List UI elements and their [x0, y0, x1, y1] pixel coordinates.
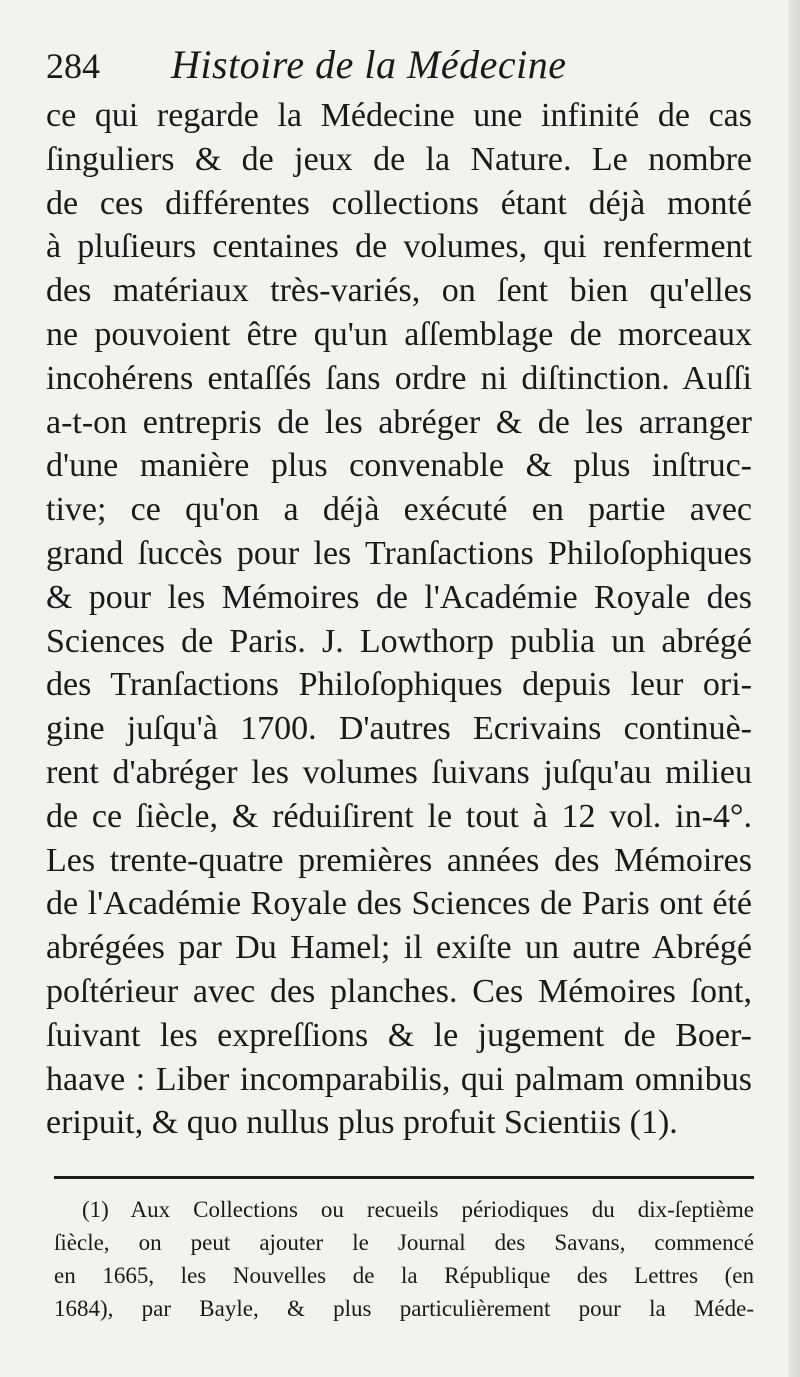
footnote — [54, 1193, 754, 1325]
text-line: gine juſqu'à 1700. D'autres Ecrivains continuè- — [46, 710, 752, 748]
text-line: des Tranſactions Philoſophiques depuis leur ori- — [46, 666, 752, 704]
footnote-line: ſiècle, on peut ajouter le Journal des Savans, commencé — [54, 1230, 754, 1255]
text-line: à pluſieurs centaines de volumes, qui renferment — [46, 228, 752, 266]
text-line: d'une manière plus convenable & plus inſtruc- — [46, 447, 752, 485]
text-line: de ce ſiècle, & réduiſirent le tout à 12 vol. in-4°. — [46, 797, 752, 835]
page-number: 284 — [46, 46, 100, 86]
page-edge-shadow — [788, 0, 800, 1377]
running-title: Histoire de la Médecine — [171, 42, 567, 87]
text-line: ſinguliers & de jeux de la Nature. Le nombre — [46, 140, 752, 178]
text-line: ce qui regarde la Médecine une infinité de cas — [46, 97, 752, 134]
text-line: incohérens entaſſés ſans ordre ni diſtinction. Auſſi — [46, 359, 752, 397]
text-line: abrégées par Du Hamel; il exiſte un autre Abrégé — [46, 929, 752, 967]
text-line: grand ſuccès pour les Tranſactions Philoſophiques — [46, 534, 752, 572]
text-line: Sciences de Paris. J. Lowthorp publia un abrégé — [46, 622, 752, 660]
footnote-line: 1684), par Bayle, & plus particulièrement pour la Méde- — [54, 1296, 754, 1321]
text-line: & pour les Mémoires de l'Académie Royale des — [46, 578, 752, 616]
text-line: haave : Liber incomparabilis, qui palmam omnibus — [46, 1060, 752, 1098]
text-line: Les trente-quatre premières années des Mémoires — [46, 841, 752, 879]
main-text — [46, 94, 752, 1145]
text-line: ſuivant les expreſſions & le jugement de Boer- — [46, 1016, 752, 1054]
footnote-line: en 1665, les Nouvelles de la République des Lettres (en — [54, 1263, 754, 1288]
footnote-separator-rule — [54, 1176, 754, 1179]
text-line: a-t-on entrepris de les abréger & de les arranger — [46, 403, 752, 441]
text-line: de l'Académie Royale des Sciences de Paris ont été — [46, 885, 752, 923]
text-line: de ces différentes collections étant déjà monté — [46, 184, 752, 222]
text-line: poſtérieur avec des planches. Ces Mémoires ſont, — [46, 972, 752, 1010]
footnote-line: (1) Aux Collections ou recueils périodiques du dix-ſeptième — [82, 1197, 754, 1222]
text-line: tive; ce qu'on a déjà exécuté en partie avec — [46, 491, 752, 529]
text-line: rent d'abréger les volumes ſuivans juſqu'au milieu — [46, 753, 752, 791]
text-line: ne pouvoient être qu'un aſſemblage de morceaux — [46, 315, 752, 353]
text-line: des matériaux très-variés, on ſent bien qu'elles — [46, 272, 752, 310]
running-header — [46, 40, 766, 90]
text-line: eripuit, & quo nullus plus profuit Scientiis (1). — [46, 1104, 678, 1142]
